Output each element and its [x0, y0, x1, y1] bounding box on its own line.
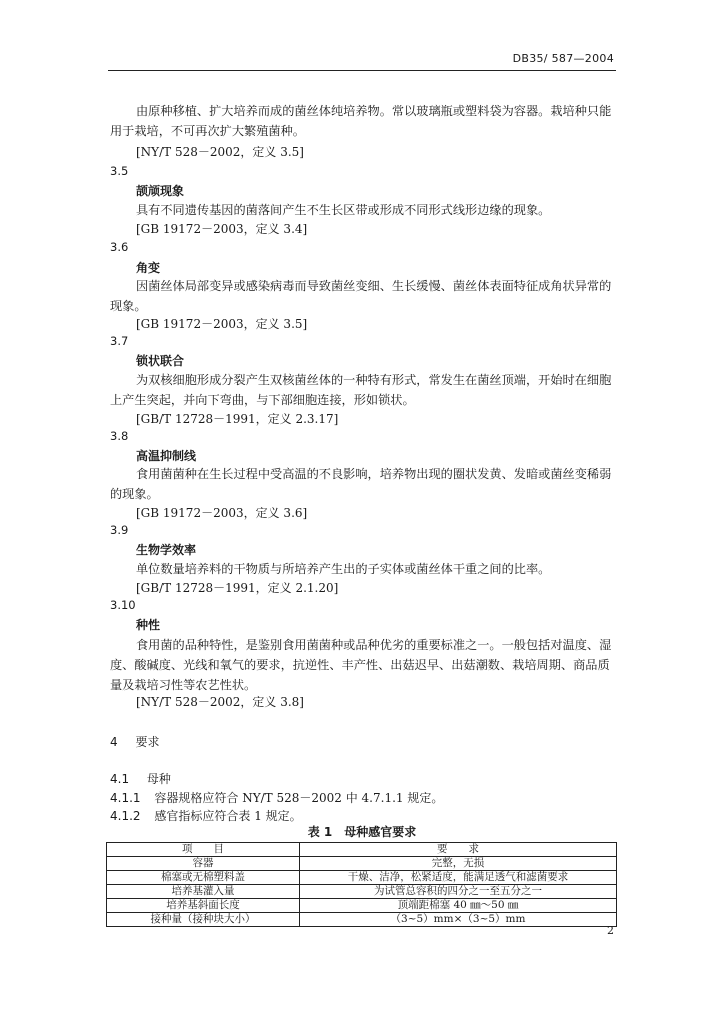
definition-number: 3.10 [110, 598, 136, 612]
definition-text: 食用菌菌种在生长过程中受高温的不良影响，培养物出现的圈状发黄、发暗或菌丝变稀弱的现象。 [110, 467, 612, 501]
definition-term: 种性 [136, 618, 161, 632]
definition-term: 高温抑制线 [136, 449, 197, 463]
header-rule [108, 70, 616, 71]
definition-number: 3.8 [110, 429, 129, 443]
table-cell: 完整，无损 [300, 857, 617, 871]
table-row [107, 871, 617, 885]
definition-term: 角变 [136, 261, 161, 275]
section-number: 4 [110, 735, 118, 749]
definition-reference: [GB/T 12728－1991，定义 2.1.20] [136, 581, 339, 595]
subsection-title: 母种 [146, 772, 171, 786]
definition-reference: [GB 19172－2003，定义 3.5] [136, 317, 308, 331]
definition-reference: [GB 19172－2003，定义 3.6] [136, 506, 308, 520]
subsection-heading [110, 770, 171, 787]
table-header-row [107, 843, 617, 857]
section-title: 要求 [135, 735, 160, 749]
definition-term: 锁状联合 [136, 354, 185, 368]
table-cell: 培养基斜面长度 [107, 899, 300, 913]
clause-number: 4.1.1 [110, 791, 141, 805]
table-cell: 容器 [107, 857, 300, 871]
definition-number: 3.9 [110, 523, 129, 537]
table-cell: （3~5）mm×（3~5）mm [300, 913, 617, 927]
table-header-cell: 要 求 [300, 843, 617, 857]
definition-reference: [NY/T 528－2002，定义 3.8] [136, 695, 304, 709]
definition-number: 3.5 [110, 164, 129, 178]
document-code: DB35/ 587—2004 [512, 52, 614, 65]
table-cell: 接种量（接种块大小） [107, 913, 300, 927]
definition-text: 食用菌的品种特性，是鉴别食用菌菌种或品种优劣的重要标准之一。一般包括对温度、湿度、酸碱度、光线和氧气的要求，抗逆性、丰产性、出菇迟早、出菇潮数、栽培周期、商品质量及栽培习性等农艺性状。 [110, 638, 612, 692]
definition-reference: [GB 19172－2003，定义 3.4] [136, 222, 308, 236]
table-cell: 培养基灌入量 [107, 885, 300, 899]
definition-term: 生物学效率 [136, 543, 197, 557]
table-header-cell: 项 目 [107, 843, 300, 857]
table-row [107, 899, 617, 913]
definition-number: 3.7 [110, 334, 129, 348]
table-title: 表 1 母种感官要求 [307, 825, 417, 839]
definition-text: 因菌丝体局部变异或感染病毒而导致菌丝变细、生长缓慢、菌丝体表面特征成角状异常的现象。 [110, 279, 612, 313]
requirements-table [106, 842, 617, 927]
table-cell: 干燥、洁净，松紧适度，能满足透气和滤菌要求 [300, 871, 617, 885]
intro-paragraph: 由原种移植、扩大培养而成的菌丝体纯培养物。常以玻璃瓶或塑料袋为容器。栽培种只能用于栽培，不可再次扩大繁殖菌种。 [110, 104, 612, 138]
table-cell: 顶端距棉塞 40 ㎜～50 ㎜ [300, 899, 617, 913]
definition-term: 颉颃现象 [136, 184, 185, 198]
definition-text: 具有不同遗传基因的菌落间产生不生长区带或形成不同形式线形边缘的现象。 [136, 203, 551, 217]
clause-text: 容器规格应符合 NY/T 528－2002 中 4.7.1.1 规定。 [154, 791, 444, 805]
table-row [107, 857, 617, 871]
definition-text: 单位数量培养料的干物质与所培养产生出的子实体或菌丝体干重之间的比率。 [136, 562, 551, 576]
clause-text: 感官指标应符合表 1 规定。 [154, 809, 302, 823]
table-cell: 棉塞或无棉塑料盖 [107, 871, 300, 885]
table-row [107, 913, 617, 927]
table-cell: 为试管总容积的四分之一至五分之一 [300, 885, 617, 899]
intro-reference: [NY/T 528－2002，定义 3.5] [136, 145, 304, 159]
clause-item [110, 789, 443, 806]
definition-number: 3.6 [110, 240, 129, 254]
subsection-number: 4.1 [110, 772, 130, 786]
clause-item [110, 807, 302, 824]
definition-reference: [GB/T 12728－1991，定义 2.3.17] [136, 412, 339, 426]
table-row [107, 885, 617, 899]
page-number: 2 [607, 924, 614, 937]
definition-text: 为双核细胞形成分裂产生双核菌丝体的一种特有形式，常发生在菌丝顶端，开始时在细胞上产生突起，并向下弯曲，与下部细胞连接，形如锁状。 [110, 373, 612, 407]
section-heading [110, 733, 159, 750]
clause-number: 4.1.2 [110, 809, 141, 823]
